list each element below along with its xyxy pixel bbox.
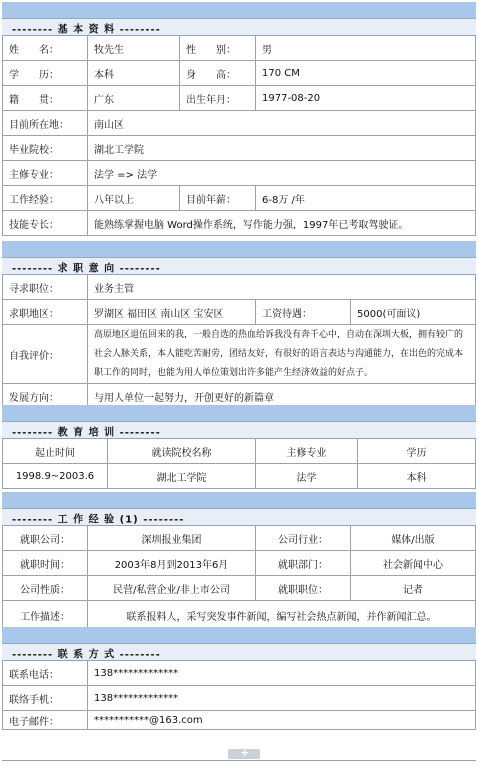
- table-row: [3, 551, 476, 576]
- label: 公司性质：: [3, 576, 88, 601]
- table-row: [3, 186, 476, 211]
- label: 寻求职位：: [3, 275, 88, 300]
- section-header-work: [2, 508, 476, 526]
- table-row: [3, 61, 476, 86]
- value: 本科: [88, 61, 180, 86]
- cell: 法学: [256, 464, 358, 489]
- section-band: [2, 241, 476, 257]
- label: 工资待遇：: [256, 300, 351, 325]
- label: 技能专长：: [3, 211, 88, 236]
- label: 身 高：: [180, 61, 256, 86]
- table-row: [3, 36, 476, 61]
- label: 姓 名：: [3, 36, 88, 61]
- value: 八年以上: [88, 186, 180, 211]
- value: 牧先生: [88, 36, 180, 61]
- work-experience-table: [2, 525, 476, 630]
- value: 广东: [88, 86, 180, 111]
- label: 就职职位：: [256, 576, 351, 601]
- value: 媒体/出版: [351, 526, 476, 551]
- value: 高原地区退伍回来的我，一般自选的热血给诉我没有奔千心中，自动在深圳大板，拥有较广的社会人脉关系，本人能吃苦耐劳，团结友好，有很好的语言表达与沟通能力，在出色的完成本职工作的同时，也能为用人单位策划出许多能产生经济效益的好点子。: [88, 325, 476, 384]
- value: 南山区: [88, 111, 476, 136]
- section-band: [2, 405, 476, 421]
- value: 社会新闻中心: [351, 551, 476, 576]
- label: 学 历：: [3, 61, 88, 86]
- value: 深圳报业集团: [88, 526, 256, 551]
- label: 出生年月：: [180, 86, 256, 111]
- table-row: [3, 161, 476, 186]
- table-row: [3, 325, 476, 384]
- label: 主修专业：: [3, 161, 88, 186]
- value: 1977-08-20: [256, 86, 476, 111]
- value: 男: [256, 36, 476, 61]
- value: 6-8万 /年: [256, 186, 476, 211]
- email-value[interactable]: ***********@163.com: [88, 711, 476, 730]
- section-header-contact: [2, 643, 476, 661]
- section-header-basic: [2, 18, 476, 36]
- label: 目前所在地：: [3, 111, 88, 136]
- phone-value: 138*************: [88, 661, 476, 686]
- value: 法学 => 法学: [88, 161, 476, 186]
- value: 5000(可面议): [351, 300, 476, 325]
- label: 就职时间：: [3, 551, 88, 576]
- label: 就职公司：: [3, 526, 88, 551]
- value: 记者: [351, 576, 476, 601]
- contact-table: [2, 660, 476, 730]
- value: 湖北工学院: [88, 136, 476, 161]
- column-header: 主修专业: [256, 439, 358, 464]
- label: 自我评价：: [3, 325, 88, 384]
- table-row: [3, 576, 476, 601]
- table-row: [3, 275, 476, 300]
- table-row: [3, 601, 476, 630]
- section-header-job: [2, 257, 476, 275]
- cell: 湖北工学院: [108, 464, 256, 489]
- value: 与用人单位一起努力，开创更好的新篇章: [88, 384, 476, 409]
- label: 发展方向：: [3, 384, 88, 409]
- education-table: [2, 438, 476, 489]
- value: 170 CM: [256, 61, 476, 86]
- cell: 1998.9~2003.6: [3, 464, 108, 489]
- table-row: [3, 711, 476, 730]
- label: 电子邮件：: [3, 711, 88, 730]
- basic-info-table: [2, 35, 476, 236]
- column-header: 就读院校名称: [108, 439, 256, 464]
- column-header: 学历: [358, 439, 476, 464]
- value: 民营/私营企业/非上市公司: [88, 576, 256, 601]
- column-header: 起止时间: [3, 439, 108, 464]
- mobile-value: 138*************: [88, 686, 476, 711]
- table-row: [3, 136, 476, 161]
- table-row: [3, 526, 476, 551]
- section-title: -------- 联 系 方 式 --------: [12, 649, 161, 660]
- value: 联系报料人，采写突发事件新闻，编写社会热点新闻，并作新闻汇总。: [88, 601, 476, 630]
- section-title: -------- 基 本 资 料 --------: [12, 24, 161, 35]
- table-row: [3, 661, 476, 686]
- label: 联络手机：: [3, 686, 88, 711]
- job-intent-table: [2, 274, 476, 409]
- expand-button[interactable]: [228, 749, 260, 759]
- label: 就职部门：: [256, 551, 351, 576]
- section-title: -------- 工 作 经 验 (1) --------: [12, 514, 185, 525]
- table-row: [3, 86, 476, 111]
- table-row: [3, 300, 476, 325]
- label: 目前年薪：: [180, 186, 256, 211]
- section-title: -------- 教 育 培 训 --------: [12, 427, 161, 438]
- label: 求职地区：: [3, 300, 88, 325]
- section-band: [2, 492, 476, 508]
- label: 公司行业：: [256, 526, 351, 551]
- section-band: [2, 627, 476, 643]
- table-row: [3, 464, 476, 489]
- label: 联系电话：: [3, 661, 88, 686]
- label: 工作经验：: [3, 186, 88, 211]
- label: 工作描述：: [3, 601, 88, 630]
- value: 业务主管: [88, 275, 476, 300]
- section-title: -------- 求 职 意 向 --------: [12, 263, 161, 274]
- table-row: [3, 111, 476, 136]
- value: 罗湖区 福田区 南山区 宝安区: [88, 300, 256, 325]
- section-header-edu: [2, 421, 476, 439]
- divider: [2, 760, 476, 761]
- section-band: [2, 2, 476, 18]
- cell: 本科: [358, 464, 476, 489]
- value: 2003年8月到2013年6月: [88, 551, 256, 576]
- table-row: [3, 211, 476, 236]
- label: 毕业院校：: [3, 136, 88, 161]
- label: 籍 贯：: [3, 86, 88, 111]
- label: 性 别：: [180, 36, 256, 61]
- table-header-row: [3, 439, 476, 464]
- table-row: [3, 686, 476, 711]
- value: 能熟练掌握电脑 Word操作系统，写作能力强，1997年已考取驾驶证。: [88, 211, 476, 236]
